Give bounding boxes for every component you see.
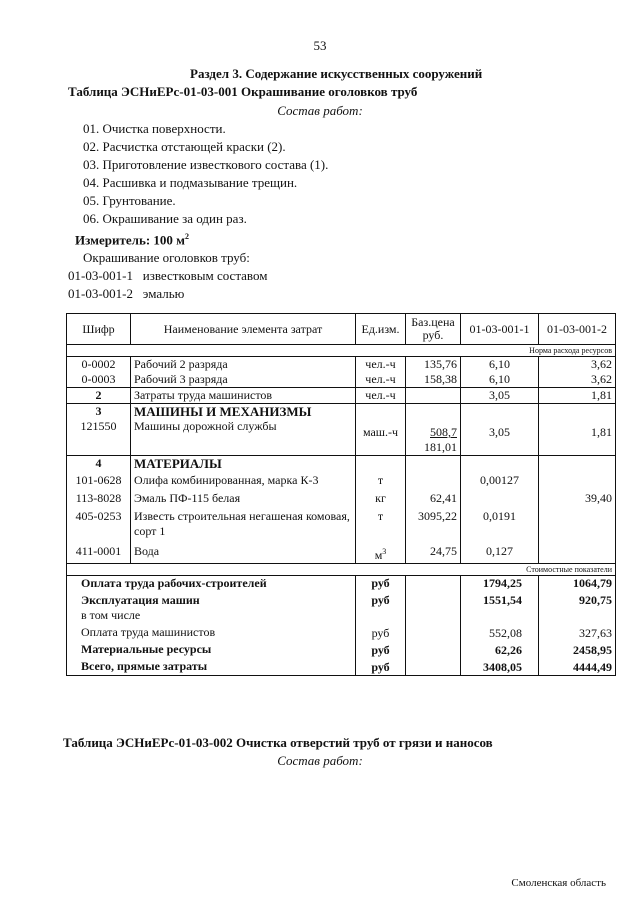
cost-v1: 1551,54	[483, 593, 522, 607]
cell-code: 121550	[67, 419, 131, 456]
cell-name: МАТЕРИАЛЫ	[134, 456, 222, 471]
cost-name: Материальные ресурсы	[81, 642, 212, 656]
variant-row: 01-03-001-2 эмалью	[68, 286, 185, 301]
cell-v2: 1,81	[539, 419, 616, 456]
section-row-machines	[67, 404, 616, 420]
cell-unit: т	[377, 473, 384, 487]
table-row	[67, 388, 616, 404]
cost-v1: 552,08	[489, 626, 522, 640]
cell-code: 113-8028	[75, 491, 122, 505]
cell-code: 411-0001	[75, 544, 122, 558]
cell-name: Рабочий 3 разряда	[131, 372, 356, 388]
cell-unit: чел.-ч	[356, 357, 406, 373]
work-item: 02. Расчистка отстающей краски (2).	[83, 139, 286, 154]
cost-name: Эксплуатация машин	[81, 593, 200, 607]
work-item: 05. Грунтование.	[83, 193, 176, 208]
work-item: 01. Очистка поверхности.	[83, 121, 226, 136]
table2-title: Таблица ЭСНиЕРс-01-03-002 Очистка отверстий труб от грязи и наносов	[63, 735, 493, 750]
cell-price	[406, 388, 461, 404]
table-header-row	[67, 314, 616, 345]
cell-name: Рабочий 2 разряда	[131, 357, 356, 373]
cost-name: в том числе	[81, 608, 141, 622]
header-unit: Ед.изм.	[356, 314, 406, 345]
cell-code: 101-0628	[75, 473, 122, 487]
cell-v1: 3,05	[461, 388, 539, 404]
cell-v1: 0,00127	[480, 473, 519, 487]
cell-v1: 6,10	[461, 372, 539, 388]
measure-unit: Измеритель: 100 $м^2$	[75, 232, 190, 248]
cell-unit: кг	[375, 491, 386, 505]
cell-price: 135,76	[406, 357, 461, 373]
cell-unit: т	[377, 509, 384, 523]
cell-price: 24,75	[430, 544, 457, 558]
cell-name: МАШИНЫ И МЕХАНИЗМЫ	[131, 404, 356, 420]
cell-unit: чел.-ч	[356, 388, 406, 404]
work-item: 03. Приготовление известкового состава (1).	[83, 157, 329, 172]
cell-v1	[464, 491, 535, 506]
materials-block	[67, 456, 616, 564]
cell-v1: 6,10	[461, 357, 539, 373]
header-name: Наименование элемента затрат	[131, 314, 356, 345]
cell-code: 2	[67, 388, 131, 404]
cell-v1: 3,05	[461, 419, 539, 456]
page-number: 53	[313, 38, 327, 53]
work-item: 06. Окрашивание за один раз.	[83, 211, 247, 226]
variant-row: 01-03-001-1 известковым составом	[68, 268, 268, 283]
header-code: Шифр	[67, 314, 131, 345]
header-col1: 01-03-001-1	[461, 314, 539, 345]
cost-v2: 920,75	[579, 593, 612, 607]
cost-label-row	[67, 564, 616, 576]
cell-code: 405-0253	[75, 509, 122, 523]
norm-label: Норма расхода ресурсов	[67, 345, 616, 357]
table-title: Таблица ЭСНиЕРс-01-03-001 Окрашивание оголовков труб	[68, 84, 418, 99]
footer-region: Смоленская область	[511, 877, 606, 889]
cell-code: 0-0003	[67, 372, 131, 388]
subtitle: Окрашивание оголовков труб:	[83, 250, 250, 265]
cell-name: Машины дорожной службы	[131, 419, 356, 456]
cell-name: Затраты труда машинистов	[131, 388, 356, 404]
header-col2: 01-03-001-2	[539, 314, 616, 345]
cell-price	[409, 473, 457, 488]
cost-unit: руб	[371, 576, 390, 590]
cost-v2: 2458,95	[573, 643, 612, 657]
cell-unit: $м^3$	[374, 547, 387, 562]
cost-unit: руб	[371, 626, 390, 640]
cost-v2: 1064,79	[573, 576, 612, 590]
cost-block	[67, 576, 616, 676]
cost-unit: руб	[371, 593, 390, 607]
table-row	[67, 419, 616, 456]
cost-unit: руб	[371, 660, 390, 674]
cell-v1: 0,0191	[483, 509, 516, 523]
cell-unit: чел.-ч	[356, 372, 406, 388]
cell-v2: 1,81	[539, 388, 616, 404]
cell-code: 4	[95, 456, 102, 470]
cost-label: Стоимостные показатели	[67, 564, 616, 576]
cell-unit: маш.-ч	[356, 419, 406, 456]
cell-code: 0-0002	[67, 357, 131, 373]
cell-v1: 0,127	[486, 544, 513, 558]
resource-table	[66, 313, 616, 676]
cell-price: 158,38	[406, 372, 461, 388]
cost-v1: 1794,25	[483, 576, 522, 590]
composition-label: Состав работ:	[277, 103, 363, 118]
cost-name: Оплата труда машинистов	[81, 625, 216, 639]
cell-name: Олифа комбинированная, марка К-3	[134, 473, 319, 487]
cell-v2: 39,40	[585, 491, 612, 505]
table-row	[67, 372, 616, 388]
cost-v1: 3408,05	[483, 660, 522, 674]
cell-v2: 3,62	[539, 357, 616, 373]
header-price: Баз.цена руб.	[406, 314, 461, 345]
cell-price: 3095,22	[418, 509, 457, 523]
cost-name: Оплата труда рабочих-строителей	[81, 576, 267, 590]
cost-v2: 327,63	[579, 626, 612, 640]
cost-unit: руб	[371, 643, 390, 657]
cost-name: Всего, прямые затраты	[81, 659, 208, 673]
cell-price: 62,41	[430, 491, 457, 505]
table-row	[67, 357, 616, 373]
cell-name: Известь строительная негашеная комовая, сорт 1	[134, 509, 350, 538]
cell-name: Эмаль ПФ-115 белая	[134, 491, 241, 505]
cell-v2: 3,62	[539, 372, 616, 388]
cell-v2	[542, 473, 612, 488]
norm-label-row	[67, 345, 616, 357]
section-title: Раздел 3. Содержание искусственных сооружений	[190, 66, 483, 81]
cost-v2: 4444,49	[573, 660, 612, 674]
work-item: 04. Расшивка и подмазывание трещин.	[83, 175, 298, 190]
cell-name: Вода	[134, 544, 160, 558]
cost-v1: 62,26	[495, 643, 522, 657]
cell-price: 508,7 181,01	[406, 419, 461, 456]
composition2-label: Состав работ:	[277, 753, 363, 768]
cell-code: 3	[67, 404, 131, 420]
